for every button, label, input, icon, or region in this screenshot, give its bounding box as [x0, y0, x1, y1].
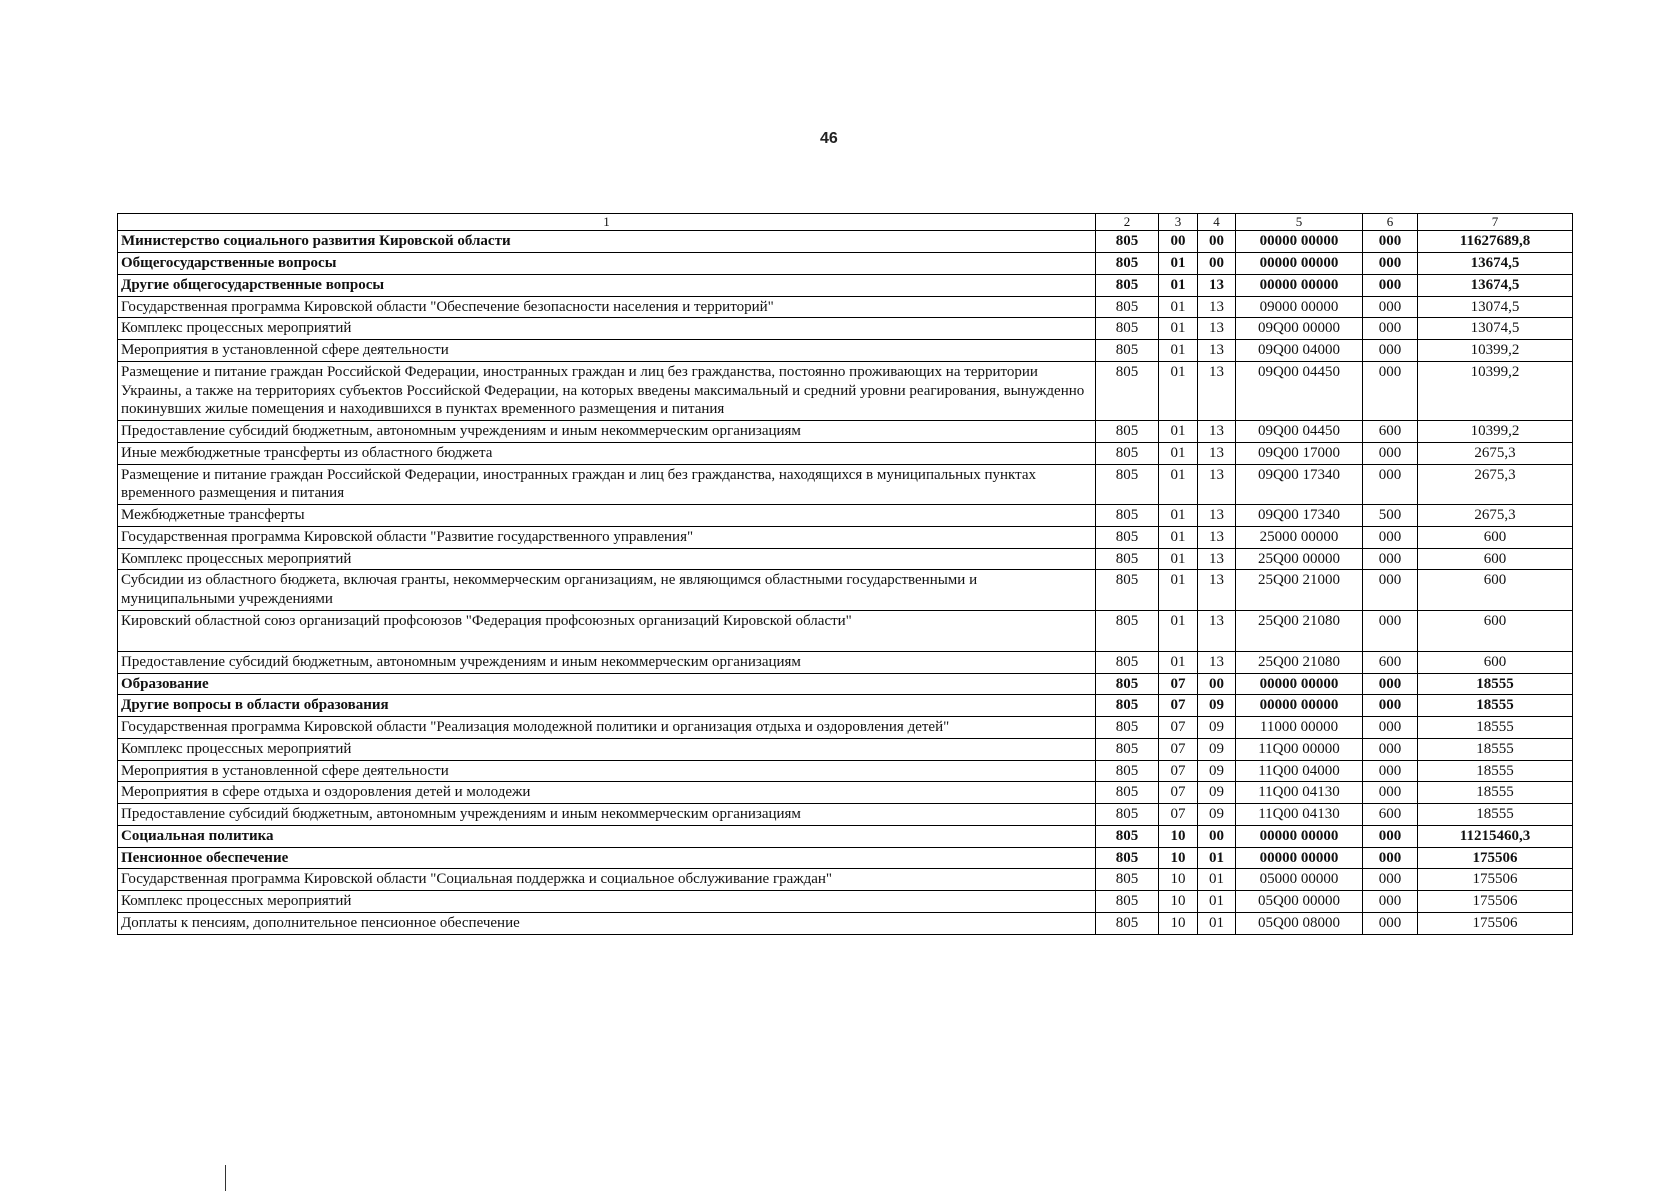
section-cell: 01	[1159, 651, 1198, 673]
column-header: 4	[1198, 214, 1236, 231]
expense-type-cell: 000	[1363, 361, 1418, 420]
code-cell: 805	[1096, 695, 1159, 717]
subsection-cell: 13	[1198, 340, 1236, 362]
section-cell: 07	[1159, 673, 1198, 695]
amount-cell: 2675,3	[1418, 505, 1573, 527]
target-article-cell: 11000 00000	[1236, 717, 1363, 739]
table-row	[118, 847, 1573, 869]
table-row	[118, 526, 1573, 548]
section-cell: 07	[1159, 804, 1198, 826]
item-name-cell: Доплаты к пенсиям, дополнительное пенсионное обеспечение	[118, 912, 1096, 934]
expense-type-cell: 000	[1363, 274, 1418, 296]
amount-cell: 600	[1418, 526, 1573, 548]
subsection-cell: 13	[1198, 548, 1236, 570]
subsection-cell: 09	[1198, 782, 1236, 804]
column-header: 7	[1418, 214, 1573, 231]
table-row	[118, 318, 1573, 340]
code-cell: 805	[1096, 651, 1159, 673]
subsection-cell: 09	[1198, 717, 1236, 739]
table-row	[118, 421, 1573, 443]
table-row	[118, 361, 1573, 420]
amount-cell: 2675,3	[1418, 464, 1573, 505]
expense-type-cell: 000	[1363, 912, 1418, 934]
table-row	[118, 253, 1573, 275]
amount-cell: 175506	[1418, 891, 1573, 913]
subsection-cell: 01	[1198, 847, 1236, 869]
code-cell: 805	[1096, 526, 1159, 548]
table-row	[118, 912, 1573, 934]
code-cell: 805	[1096, 804, 1159, 826]
table-row	[118, 695, 1573, 717]
expense-type-cell: 000	[1363, 869, 1418, 891]
subsection-cell: 09	[1198, 738, 1236, 760]
expense-type-cell: 000	[1363, 738, 1418, 760]
table-row	[118, 782, 1573, 804]
item-name-cell: Министерство социального развития Кировской области	[118, 231, 1096, 253]
subsection-cell: 01	[1198, 912, 1236, 934]
target-article-cell: 11Q00 04130	[1236, 782, 1363, 804]
subsection-cell: 13	[1198, 361, 1236, 420]
target-article-cell: 09Q00 04450	[1236, 421, 1363, 443]
code-cell: 805	[1096, 421, 1159, 443]
target-article-cell: 05Q00 08000	[1236, 912, 1363, 934]
table-row	[118, 505, 1573, 527]
item-name-cell: Государственная программа Кировской области "Социальная поддержка и социальное обслуживание граждан"	[118, 869, 1096, 891]
expense-type-cell: 000	[1363, 717, 1418, 739]
target-article-cell: 00000 00000	[1236, 695, 1363, 717]
section-cell: 10	[1159, 891, 1198, 913]
section-cell: 10	[1159, 825, 1198, 847]
section-cell: 01	[1159, 505, 1198, 527]
expense-type-cell: 000	[1363, 570, 1418, 611]
item-name-cell: Государственная программа Кировской области "Реализация молодежной политики и организация отдыха и оздоровления детей"	[118, 717, 1096, 739]
section-cell: 00	[1159, 231, 1198, 253]
amount-cell: 175506	[1418, 847, 1573, 869]
subsection-cell: 09	[1198, 760, 1236, 782]
section-cell: 10	[1159, 869, 1198, 891]
target-article-cell: 11Q00 00000	[1236, 738, 1363, 760]
target-article-cell: 05000 00000	[1236, 869, 1363, 891]
item-name-cell: Образование	[118, 673, 1096, 695]
code-cell: 805	[1096, 361, 1159, 420]
table-row	[118, 738, 1573, 760]
code-cell: 805	[1096, 912, 1159, 934]
table-row	[118, 340, 1573, 362]
item-name-cell: Комплекс процессных мероприятий	[118, 318, 1096, 340]
table-row	[118, 570, 1573, 611]
table-row	[118, 296, 1573, 318]
item-name-cell: Комплекс процессных мероприятий	[118, 891, 1096, 913]
code-cell: 805	[1096, 505, 1159, 527]
expense-type-cell: 000	[1363, 340, 1418, 362]
code-cell: 805	[1096, 340, 1159, 362]
code-cell: 805	[1096, 869, 1159, 891]
subsection-cell: 01	[1198, 869, 1236, 891]
amount-cell: 600	[1418, 570, 1573, 611]
page-number: 46	[820, 130, 838, 147]
code-cell: 805	[1096, 847, 1159, 869]
amount-cell: 11215460,3	[1418, 825, 1573, 847]
subsection-cell: 09	[1198, 804, 1236, 826]
section-cell: 01	[1159, 548, 1198, 570]
expense-type-cell: 000	[1363, 548, 1418, 570]
table-row	[118, 442, 1573, 464]
expense-type-cell: 600	[1363, 651, 1418, 673]
target-article-cell: 00000 00000	[1236, 825, 1363, 847]
section-cell: 07	[1159, 760, 1198, 782]
expense-type-cell: 500	[1363, 505, 1418, 527]
amount-cell: 2675,3	[1418, 442, 1573, 464]
amount-cell: 175506	[1418, 869, 1573, 891]
section-cell: 01	[1159, 610, 1198, 651]
item-name-cell: Кировский областной союз организаций профсоюзов "Федерация профсоюзных организаций Кировской области"	[118, 610, 1096, 651]
table-row	[118, 804, 1573, 826]
section-cell: 01	[1159, 296, 1198, 318]
amount-cell: 18555	[1418, 673, 1573, 695]
expense-type-cell: 000	[1363, 760, 1418, 782]
item-name-cell: Предоставление субсидий бюджетным, автономным учреждениям и иным некоммерческим организациям	[118, 421, 1096, 443]
subsection-cell: 13	[1198, 464, 1236, 505]
code-cell: 805	[1096, 296, 1159, 318]
item-name-cell: Предоставление субсидий бюджетным, автономным учреждениям и иным некоммерческим организациям	[118, 651, 1096, 673]
subsection-cell: 00	[1198, 253, 1236, 275]
table-body	[118, 231, 1573, 934]
section-cell: 01	[1159, 570, 1198, 611]
column-header: 6	[1363, 214, 1418, 231]
target-article-cell: 11Q00 04130	[1236, 804, 1363, 826]
section-cell: 01	[1159, 274, 1198, 296]
subsection-cell: 13	[1198, 274, 1236, 296]
code-cell: 805	[1096, 825, 1159, 847]
amount-cell: 13074,5	[1418, 318, 1573, 340]
amount-cell: 18555	[1418, 695, 1573, 717]
amount-cell: 600	[1418, 548, 1573, 570]
item-name-cell: Комплекс процессных мероприятий	[118, 738, 1096, 760]
item-name-cell: Мероприятия в установленной сфере деятельности	[118, 760, 1096, 782]
code-cell: 805	[1096, 318, 1159, 340]
target-article-cell: 25Q00 21000	[1236, 570, 1363, 611]
column-header: 1	[118, 214, 1096, 231]
target-article-cell: 05Q00 00000	[1236, 891, 1363, 913]
section-cell: 10	[1159, 912, 1198, 934]
expense-type-cell: 000	[1363, 296, 1418, 318]
section-cell: 01	[1159, 442, 1198, 464]
amount-cell: 600	[1418, 651, 1573, 673]
item-name-cell: Государственная программа Кировской области "Обеспечение безопасности населения и территорий"	[118, 296, 1096, 318]
column-header: 3	[1159, 214, 1198, 231]
item-name-cell: Другие общегосударственные вопросы	[118, 274, 1096, 296]
target-article-cell: 09Q00 00000	[1236, 318, 1363, 340]
item-name-cell: Мероприятия в сфере отдыха и оздоровления детей и молодежи	[118, 782, 1096, 804]
target-article-cell: 09Q00 17340	[1236, 464, 1363, 505]
section-cell: 07	[1159, 717, 1198, 739]
subsection-cell: 13	[1198, 570, 1236, 611]
subsection-cell: 13	[1198, 651, 1236, 673]
table-row	[118, 869, 1573, 891]
subsection-cell: 13	[1198, 421, 1236, 443]
subsection-cell: 13	[1198, 610, 1236, 651]
amount-cell: 600	[1418, 610, 1573, 651]
expense-type-cell: 000	[1363, 464, 1418, 505]
item-name-cell: Иные межбюджетные трансферты из областного бюджета	[118, 442, 1096, 464]
code-cell: 805	[1096, 548, 1159, 570]
amount-cell: 18555	[1418, 782, 1573, 804]
code-cell: 805	[1096, 738, 1159, 760]
amount-cell: 11627689,8	[1418, 231, 1573, 253]
target-article-cell: 09Q00 17340	[1236, 505, 1363, 527]
table-row	[118, 548, 1573, 570]
item-name-cell: Межбюджетные трансферты	[118, 505, 1096, 527]
target-article-cell: 09Q00 17000	[1236, 442, 1363, 464]
target-article-cell: 09Q00 04450	[1236, 361, 1363, 420]
target-article-cell: 09Q00 04000	[1236, 340, 1363, 362]
amount-cell: 18555	[1418, 760, 1573, 782]
item-name-cell: Размещение и питание граждан Российской Федерации, иностранных граждан и лиц без гражданства, находящихся в муниципальных пунктах временного размещения и питания	[118, 464, 1096, 505]
target-article-cell: 00000 00000	[1236, 673, 1363, 695]
subsection-cell: 09	[1198, 695, 1236, 717]
table-row	[118, 274, 1573, 296]
item-name-cell: Государственная программа Кировской области "Развитие государственного управления"	[118, 526, 1096, 548]
subsection-cell: 13	[1198, 318, 1236, 340]
section-cell: 01	[1159, 253, 1198, 275]
subsection-cell: 13	[1198, 505, 1236, 527]
section-cell: 07	[1159, 738, 1198, 760]
expense-type-cell: 600	[1363, 804, 1418, 826]
expense-type-cell: 000	[1363, 253, 1418, 275]
table-row	[118, 651, 1573, 673]
amount-cell: 18555	[1418, 738, 1573, 760]
amount-cell: 10399,2	[1418, 361, 1573, 420]
item-name-cell: Другие вопросы в области образования	[118, 695, 1096, 717]
target-article-cell: 25Q00 00000	[1236, 548, 1363, 570]
subsection-cell: 00	[1198, 231, 1236, 253]
code-cell: 805	[1096, 464, 1159, 505]
item-name-cell: Пенсионное обеспечение	[118, 847, 1096, 869]
code-cell: 805	[1096, 760, 1159, 782]
code-cell: 805	[1096, 891, 1159, 913]
margin-mark	[225, 1165, 226, 1191]
expense-type-cell: 000	[1363, 891, 1418, 913]
amount-cell: 10399,2	[1418, 340, 1573, 362]
table-row	[118, 464, 1573, 505]
expense-type-cell: 600	[1363, 421, 1418, 443]
code-cell: 805	[1096, 253, 1159, 275]
subsection-cell: 00	[1198, 673, 1236, 695]
expense-type-cell: 000	[1363, 526, 1418, 548]
amount-cell: 13674,5	[1418, 253, 1573, 275]
section-cell: 01	[1159, 318, 1198, 340]
item-name-cell: Размещение и питание граждан Российской Федерации, иностранных граждан и лиц без гражданства, постоянно проживающих на территории Украины, а также на территориях субъектов Российской Федерации, на которых введены максимальный и средний уровни реагирования, вынужденно покинувших жилые помещения и находившихся в пунктах временного размещения и питания	[118, 361, 1096, 420]
target-article-cell: 00000 00000	[1236, 847, 1363, 869]
expense-type-cell: 000	[1363, 847, 1418, 869]
amount-cell: 175506	[1418, 912, 1573, 934]
column-header: 5	[1236, 214, 1363, 231]
target-article-cell: 00000 00000	[1236, 231, 1363, 253]
target-article-cell: 09000 00000	[1236, 296, 1363, 318]
item-name-cell: Социальная политика	[118, 825, 1096, 847]
amount-cell: 18555	[1418, 804, 1573, 826]
expense-type-cell: 000	[1363, 610, 1418, 651]
amount-cell: 13074,5	[1418, 296, 1573, 318]
target-article-cell: 11Q00 04000	[1236, 760, 1363, 782]
target-article-cell: 25000 00000	[1236, 526, 1363, 548]
budget-table	[117, 213, 1573, 935]
section-cell: 07	[1159, 695, 1198, 717]
expense-type-cell: 000	[1363, 782, 1418, 804]
amount-cell: 10399,2	[1418, 421, 1573, 443]
code-cell: 805	[1096, 782, 1159, 804]
subsection-cell: 01	[1198, 891, 1236, 913]
expense-type-cell: 000	[1363, 695, 1418, 717]
section-cell: 01	[1159, 464, 1198, 505]
table-header-row	[118, 214, 1573, 231]
table-row	[118, 825, 1573, 847]
code-cell: 805	[1096, 274, 1159, 296]
section-cell: 10	[1159, 847, 1198, 869]
item-name-cell: Комплекс процессных мероприятий	[118, 548, 1096, 570]
target-article-cell: 00000 00000	[1236, 253, 1363, 275]
target-article-cell: 00000 00000	[1236, 274, 1363, 296]
code-cell: 805	[1096, 442, 1159, 464]
table-row	[118, 760, 1573, 782]
expense-type-cell: 000	[1363, 673, 1418, 695]
code-cell: 805	[1096, 231, 1159, 253]
section-cell: 01	[1159, 526, 1198, 548]
section-cell: 07	[1159, 782, 1198, 804]
table-row	[118, 673, 1573, 695]
table-row	[118, 231, 1573, 253]
expense-type-cell: 000	[1363, 825, 1418, 847]
section-cell: 01	[1159, 421, 1198, 443]
code-cell: 805	[1096, 610, 1159, 651]
item-name-cell: Субсидии из областного бюджета, включая гранты, некоммерческим организациям, не являющимся областными государственными и муниципальными учреждениями	[118, 570, 1096, 611]
expense-type-cell: 000	[1363, 318, 1418, 340]
code-cell: 805	[1096, 673, 1159, 695]
subsection-cell: 13	[1198, 526, 1236, 548]
subsection-cell: 13	[1198, 442, 1236, 464]
expense-type-cell: 000	[1363, 442, 1418, 464]
budget-table-container	[117, 213, 1572, 935]
section-cell: 01	[1159, 361, 1198, 420]
target-article-cell: 25Q00 21080	[1236, 610, 1363, 651]
code-cell: 805	[1096, 717, 1159, 739]
code-cell: 805	[1096, 570, 1159, 611]
expense-type-cell: 000	[1363, 231, 1418, 253]
subsection-cell: 00	[1198, 825, 1236, 847]
subsection-cell: 13	[1198, 296, 1236, 318]
item-name-cell: Мероприятия в установленной сфере деятельности	[118, 340, 1096, 362]
item-name-cell: Общегосударственные вопросы	[118, 253, 1096, 275]
table-row	[118, 717, 1573, 739]
item-name-cell: Предоставление субсидий бюджетным, автономным учреждениям и иным некоммерческим организациям	[118, 804, 1096, 826]
section-cell: 01	[1159, 340, 1198, 362]
table-row	[118, 610, 1573, 651]
target-article-cell: 25Q00 21080	[1236, 651, 1363, 673]
amount-cell: 18555	[1418, 717, 1573, 739]
table-row	[118, 891, 1573, 913]
column-header: 2	[1096, 214, 1159, 231]
amount-cell: 13674,5	[1418, 274, 1573, 296]
